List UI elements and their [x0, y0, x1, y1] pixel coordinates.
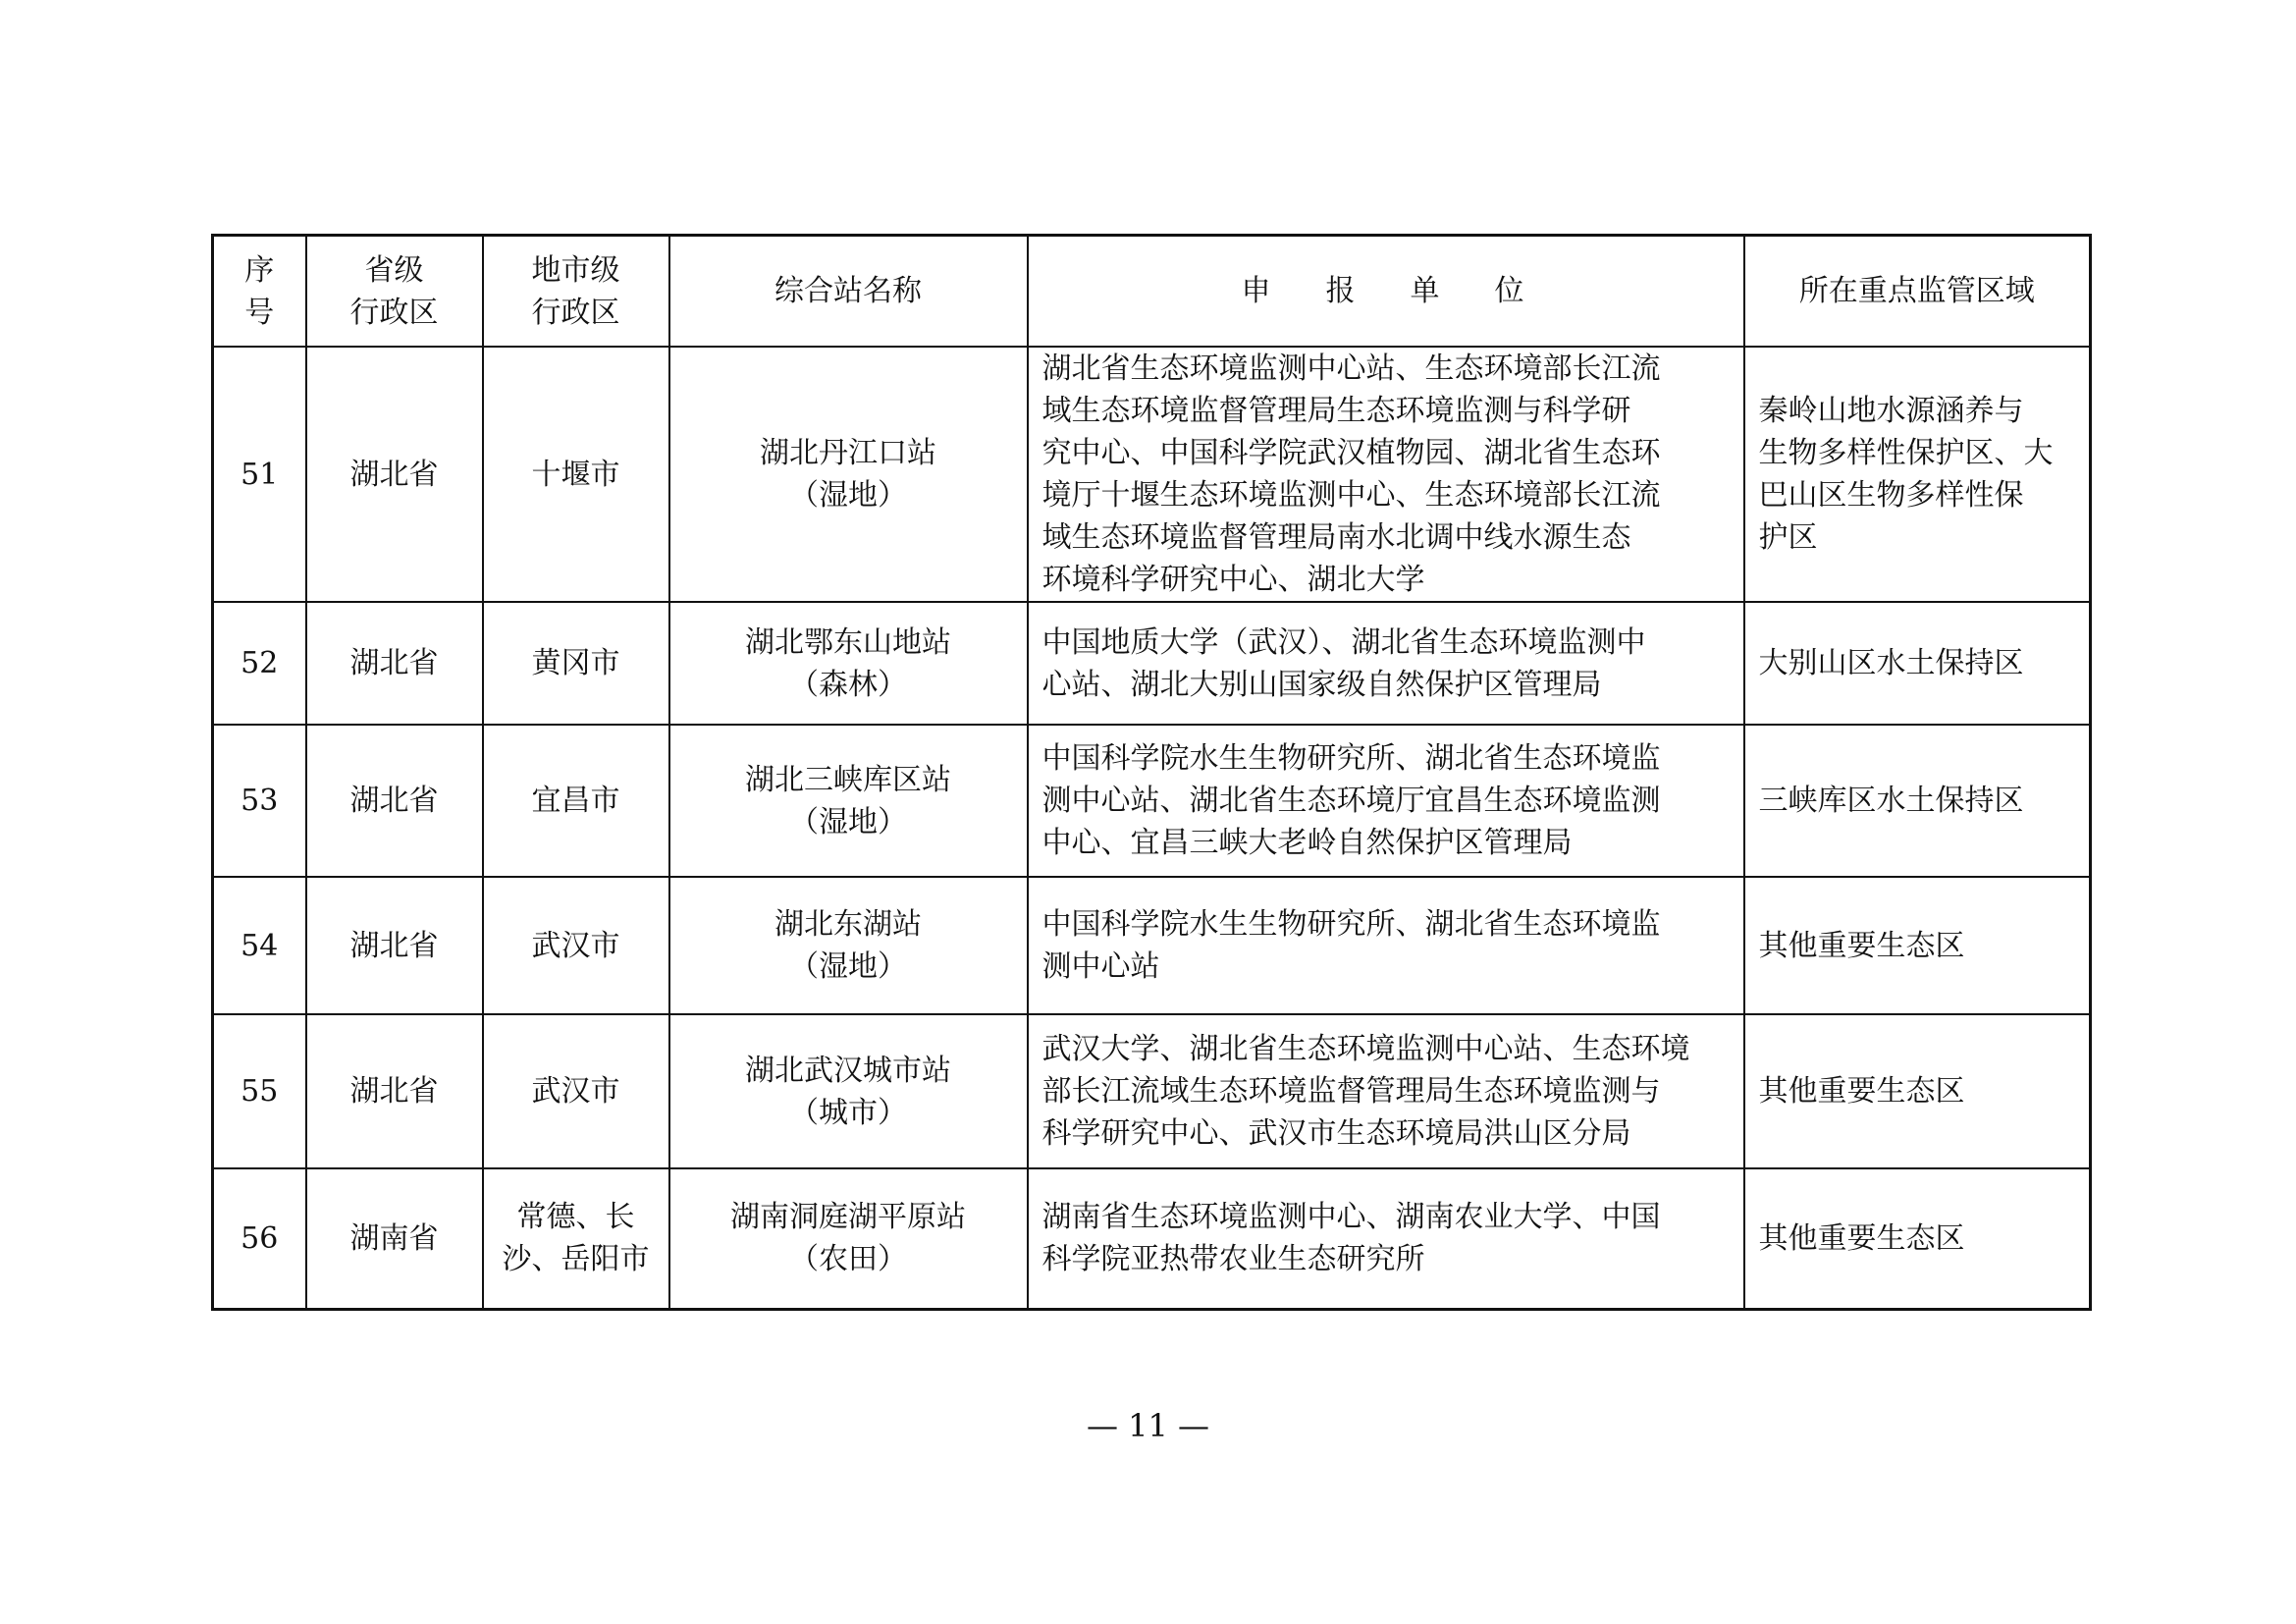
table-row [213, 602, 2091, 725]
header-seq-line: 号 [244, 295, 275, 330]
table-row [213, 1168, 2091, 1309]
header-city-line: 地市级 [531, 252, 620, 288]
cell-station [669, 602, 1028, 725]
cell-area [1744, 602, 2091, 725]
cell-city-line: 黄冈市 [531, 646, 620, 680]
cell-city-line: 宜昌市 [531, 784, 620, 818]
cell-area-line: 护区 [1758, 520, 1818, 555]
page-number: — 11 — [1086, 1407, 1210, 1444]
header-seq [213, 236, 306, 348]
cell-area [1744, 877, 2091, 1014]
cell-unit-line: 科学研究中心、武汉市生态环境局洪山区分局 [1041, 1116, 1631, 1151]
cell-unit [1028, 877, 1744, 1014]
table-row [213, 725, 2091, 877]
cell-area [1744, 347, 2091, 602]
cell-unit-line: 中国科学院水生生物研究所、湖北省生态环境监 [1041, 907, 1661, 942]
cell-unit [1028, 602, 1744, 725]
cell-province: 湖北省 [306, 602, 483, 725]
cell-seq: 55 [213, 1014, 306, 1168]
cell-unit-line: 中国科学院水生生物研究所、湖北省生态环境监 [1041, 741, 1661, 776]
cell-seq: 56 [213, 1168, 306, 1309]
cell-area-line: 其他重要生态区 [1758, 928, 1965, 963]
cell-unit-line: 心站、湖北大别山国家级自然保护区管理局 [1041, 667, 1602, 702]
cell-station-line: 湖北三峡库区站 [745, 762, 951, 797]
cell-station-line: 湖北鄂东山地站 [745, 624, 951, 660]
cell-station-line: （农田） [789, 1242, 907, 1277]
cell-unit-line: 中心、宜昌三峡大老岭自然保护区管理局 [1041, 826, 1573, 860]
cell-unit [1028, 725, 1744, 877]
cell-unit [1028, 1014, 1744, 1168]
station-table [211, 234, 2092, 1311]
cell-unit-line: 中国地质大学（武汉）、湖北省生态环境监测中 [1041, 624, 1646, 660]
cell-unit-line: 域生态环境监督管理局南水北调中线水源生态 [1041, 520, 1631, 555]
cell-province: 湖北省 [306, 1014, 483, 1168]
cell-station-line: （湿地） [789, 804, 907, 839]
header-city-line: 行政区 [531, 295, 620, 330]
cell-city [483, 602, 669, 725]
cell-province: 湖南省 [306, 1168, 483, 1309]
cell-station-line: 湖北武汉城市站 [745, 1053, 951, 1088]
cell-station-line: 湖北东湖站 [774, 907, 922, 942]
cell-station [669, 725, 1028, 877]
cell-city [483, 347, 669, 602]
header-station: 综合站名称 [669, 236, 1028, 348]
cell-station-line: 湖北丹江口站 [760, 436, 936, 470]
cell-unit-line: 域生态环境监督管理局生态环境监测与科学研 [1041, 394, 1631, 428]
cell-area [1744, 1168, 2091, 1309]
table-header-row [213, 236, 2091, 348]
cell-station [669, 347, 1028, 602]
cell-area-line: 其他重要生态区 [1758, 1074, 1965, 1109]
cell-area-line: 巴山区生物多样性保 [1758, 478, 2024, 513]
cell-area-line: 生物多样性保护区、大 [1758, 436, 2054, 470]
cell-unit-line: 湖北省生态环境监测中心站、生态环境部长江流 [1041, 352, 1661, 386]
cell-station [669, 1014, 1028, 1168]
cell-unit-line: 测中心站、湖北省生态环境厅宜昌生态环境监测 [1041, 784, 1661, 818]
cell-city [483, 1014, 669, 1168]
cell-city [483, 725, 669, 877]
cell-area-line: 其他重要生态区 [1758, 1220, 1965, 1256]
table-row [213, 877, 2091, 1014]
cell-area-line: 秦岭山地水源涵养与 [1758, 394, 2024, 428]
cell-unit-line: 部长江流域生态环境监督管理局生态环境监测与 [1041, 1074, 1661, 1109]
table-row [213, 347, 2091, 602]
cell-station-line: （湿地） [789, 478, 907, 513]
header-seq-line: 序 [244, 252, 275, 288]
header-city [483, 236, 669, 348]
cell-city-line: 武汉市 [531, 928, 620, 963]
cell-seq: 52 [213, 602, 306, 725]
cell-station [669, 877, 1028, 1014]
cell-unit-line: 究中心、中国科学院武汉植物园、湖北省生态环 [1041, 436, 1661, 470]
cell-station-line: 湖南洞庭湖平原站 [730, 1200, 966, 1235]
cell-unit-line: 科学院亚热带农业生态研究所 [1041, 1242, 1425, 1277]
cell-unit-line: 测中心站 [1041, 949, 1160, 984]
cell-area-line: 三峡库区水土保持区 [1758, 784, 2024, 818]
cell-station-line: （湿地） [789, 949, 907, 984]
cell-unit-line: 武汉大学、湖北省生态环境监测中心站、生态环境 [1041, 1032, 1690, 1066]
header-unit: 申报单位 [1028, 236, 1744, 348]
cell-unit-line: 湖南省生态环境监测中心、湖南农业大学、中国 [1041, 1200, 1661, 1235]
cell-city-line: 武汉市 [531, 1074, 620, 1109]
cell-unit-line: 境厅十堰生态环境监测中心、生态环境部长江流 [1041, 478, 1661, 513]
cell-area [1744, 1014, 2091, 1168]
cell-city-line: 十堰市 [531, 457, 620, 492]
cell-city [483, 1168, 669, 1309]
cell-seq: 53 [213, 725, 306, 877]
table-body [213, 347, 2091, 1309]
header-province-line: 行政区 [349, 295, 439, 330]
cell-station-line: （城市） [789, 1095, 907, 1130]
cell-province: 湖北省 [306, 877, 483, 1014]
table-row [213, 1014, 2091, 1168]
cell-unit [1028, 347, 1744, 602]
cell-province: 湖北省 [306, 347, 483, 602]
cell-area [1744, 725, 2091, 877]
header-province [306, 236, 483, 348]
cell-unit [1028, 1168, 1744, 1309]
cell-area-line: 大别山区水土保持区 [1758, 646, 2024, 680]
cell-station [669, 1168, 1028, 1309]
cell-station-line: （森林） [789, 667, 907, 702]
header-province-line: 省级 [364, 252, 424, 288]
cell-city-line: 常德、长 [516, 1200, 635, 1235]
cell-city [483, 877, 669, 1014]
cell-city-line: 沙、岳阳市 [502, 1242, 650, 1277]
header-area: 所在重点监管区域 [1744, 236, 2091, 348]
cell-seq: 51 [213, 347, 306, 602]
cell-unit-line: 环境科学研究中心、湖北大学 [1041, 563, 1425, 597]
cell-seq: 54 [213, 877, 306, 1014]
cell-province: 湖北省 [306, 725, 483, 877]
